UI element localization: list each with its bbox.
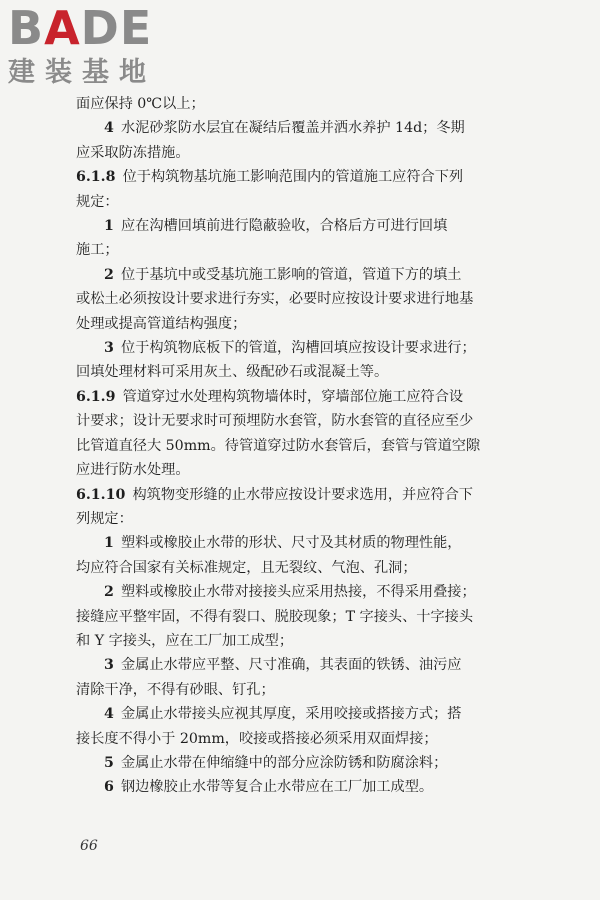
numbered-line — [76, 531, 526, 555]
text-line — [76, 507, 526, 531]
text-line — [76, 458, 526, 482]
text-line — [76, 190, 526, 214]
text-line — [76, 727, 526, 751]
line-text: 列规定： — [76, 510, 133, 527]
line-text: 处理或提高管道结构强度； — [76, 315, 247, 332]
clause-number: 3 — [104, 340, 114, 357]
line-text: 应采取防冻措施。 — [76, 144, 190, 161]
clause-number: 6 — [104, 779, 114, 796]
numbered-line — [76, 385, 526, 409]
clause-number: 6.1.9 — [76, 388, 116, 405]
line-text: 金属止水带接头应视其厚度，采用咬接或搭接方式；搭 — [120, 706, 462, 723]
text-line — [76, 312, 526, 336]
line-text: 构筑物变形缝的止水带应按设计要求选用，并应符合下 — [132, 486, 473, 503]
numbered-line — [76, 165, 526, 189]
line-text: 位于基坑中或受基坑施工影响的管道，管道下方的填土 — [120, 266, 462, 283]
line-text: 和 Y 字接头，应在工厂加工成型； — [76, 632, 294, 649]
numbered-line — [76, 580, 526, 604]
bade-logo — [8, 1, 178, 90]
line-text: 应在沟槽回填前进行隐蔽验收，合格后方可进行回填 — [120, 218, 448, 235]
numbered-line — [76, 483, 526, 507]
line-text: 或松土必须按设计要求进行夯实，必要时应按设计要求进行地基 — [76, 291, 474, 308]
line-text: 施工； — [76, 242, 119, 259]
clause-number: 2 — [104, 266, 114, 283]
text-line — [76, 605, 526, 629]
clause-number: 2 — [104, 584, 114, 601]
logo-wordmark: BADE — [8, 1, 153, 55]
numbered-line — [76, 336, 526, 360]
line-text: 金属止水带应平整、尺寸准确，其表面的铁锈、油污应 — [120, 657, 462, 674]
line-text: 接缝应平整牢固，不得有裂口、脱胶现象；T 字接头、十字接头 — [76, 608, 474, 625]
text-line — [76, 287, 526, 311]
line-text: 比管道直径大 50mm。待管道穿过防水套管后，套管与管道空隙 — [76, 437, 481, 454]
line-text: 位于构筑物底板下的管道，沟槽回填应按设计要求进行； — [120, 340, 476, 357]
clause-number: 4 — [104, 706, 114, 723]
numbered-line — [76, 263, 526, 287]
line-text: 接长度不得小于 20mm，咬接或搭接必须采用双面焊接； — [76, 730, 438, 747]
numbered-line — [76, 214, 526, 238]
text-line — [76, 629, 526, 653]
document-body — [76, 92, 526, 800]
line-text: 位于构筑物基坑施工影响范围内的管道施工应符合下列 — [122, 169, 464, 186]
line-text: 塑料或橡胶止水带对接接头应采用热接，不得采用叠接； — [120, 584, 476, 601]
text-line — [76, 238, 526, 262]
line-text: 应进行防水处理。 — [76, 462, 190, 479]
numbered-line — [76, 775, 526, 799]
clause-number: 4 — [104, 120, 114, 137]
numbered-line — [76, 751, 526, 775]
clause-number: 5 — [104, 754, 114, 771]
line-text: 回填处理材料可采用灰土、级配砂石或混凝土等。 — [76, 364, 389, 381]
line-text: 钢边橡胶止水带等复合止水带应在工厂加工成型。 — [120, 779, 434, 796]
text-line — [76, 141, 526, 165]
page-number: 66 — [80, 838, 98, 854]
line-text: 管道穿过水处理构筑物墙体时，穿墙部位施工应符合设 — [122, 388, 464, 405]
line-text: 规定： — [76, 193, 119, 210]
line-text: 水泥砂浆防水层宜在凝结后覆盖并洒水养护 14d；冬期 — [120, 120, 465, 137]
text-line — [76, 678, 526, 702]
numbered-line — [76, 653, 526, 677]
line-text: 均应符合国家有关标准规定，且无裂纹、气泡、孔洞； — [76, 559, 417, 576]
clause-number: 6.1.10 — [76, 486, 126, 503]
clause-number: 1 — [104, 218, 114, 235]
text-line — [76, 360, 526, 384]
line-text: 金属止水带在伸缩缝中的部分应涂防锈和防腐涂料； — [120, 754, 448, 771]
line-text: 清除干净，不得有砂眼、钉孔； — [76, 681, 275, 698]
text-line — [76, 92, 526, 116]
line-text: 面应保持 0℃以上； — [76, 96, 205, 112]
line-text: 塑料或橡胶止水带的形状、尺寸及其材质的物理性能， — [120, 535, 462, 552]
text-line — [76, 409, 526, 433]
numbered-line — [76, 702, 526, 726]
numbered-line — [76, 116, 526, 140]
logo-chinese-text: 建装基地 — [8, 57, 156, 88]
text-line — [76, 556, 526, 580]
line-text: 计要求；设计无要求时可预埋防水套管，防水套管的直径应至少 — [76, 413, 474, 430]
clause-number: 6.1.8 — [76, 169, 116, 186]
text-line — [76, 434, 526, 458]
clause-number: 3 — [104, 657, 114, 674]
clause-number: 1 — [104, 535, 114, 552]
logo-accent-letter: A — [44, 1, 81, 55]
